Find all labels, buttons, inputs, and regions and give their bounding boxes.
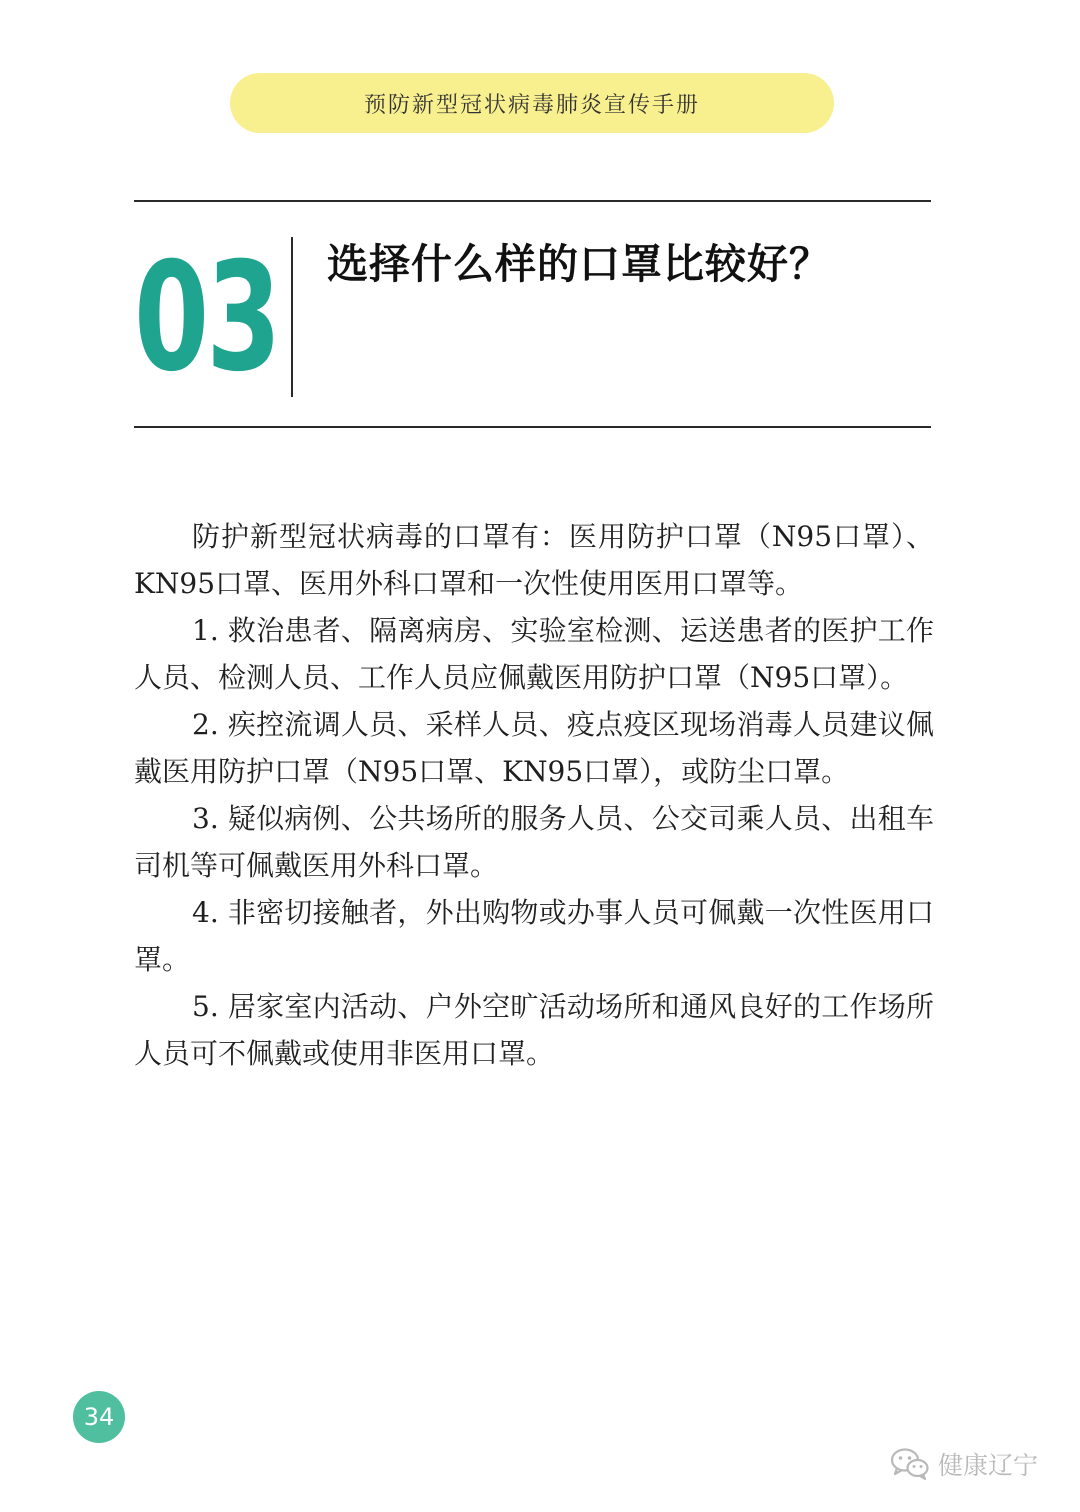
wechat-icon	[890, 1447, 930, 1481]
page-number-badge	[73, 1391, 125, 1443]
watermark	[890, 1444, 1038, 1484]
watermark-text: 健康辽宁	[938, 1451, 1039, 1480]
handbook-title: 预防新型冠状病毒肺炎宣传手册	[363, 92, 700, 118]
chapter-vertical-divider	[291, 237, 293, 397]
chapter-title: 选择什么样的口罩比较好？	[327, 240, 831, 288]
paragraph-item-5: 5. 居家室内活动、户外空旷活动场所和通风良好的工作场所人员可不佩戴或使用非医用口罩。	[134, 990, 934, 1070]
page-number: 34	[83, 1403, 115, 1431]
paragraph-item-3: 3. 疑似病例、公共场所的服务人员、公交司乘人员、出租车司机等可佩戴医用外科口罩。	[134, 802, 934, 882]
paragraph-item-1: 1. 救治患者、隔离病房、实验室检测、运送患者的医护工作人员、检测人员、工作人员应佩戴医用防护口罩（N95口罩）。	[134, 614, 934, 694]
paragraph-item-2: 2. 疾控流调人员、采样人员、疫点疫区现场消毒人员建议佩戴医用防护口罩（N95口罩、KN95口罩），或防尘口罩。	[134, 708, 934, 788]
bottom-divider	[134, 426, 931, 428]
body-text	[134, 513, 934, 1077]
paragraph-item-4: 4. 非密切接触者，外出购物或办事人员可佩戴一次性医用口罩。	[134, 896, 934, 976]
chapter-number: 03	[134, 231, 279, 405]
header-banner	[230, 73, 834, 133]
paragraph-intro: 防护新型冠状病毒的口罩有：医用防护口罩（N95口罩）、KN95口罩、医用外科口罩和一次性使用医用口罩等。	[134, 520, 934, 600]
top-divider	[134, 200, 931, 202]
